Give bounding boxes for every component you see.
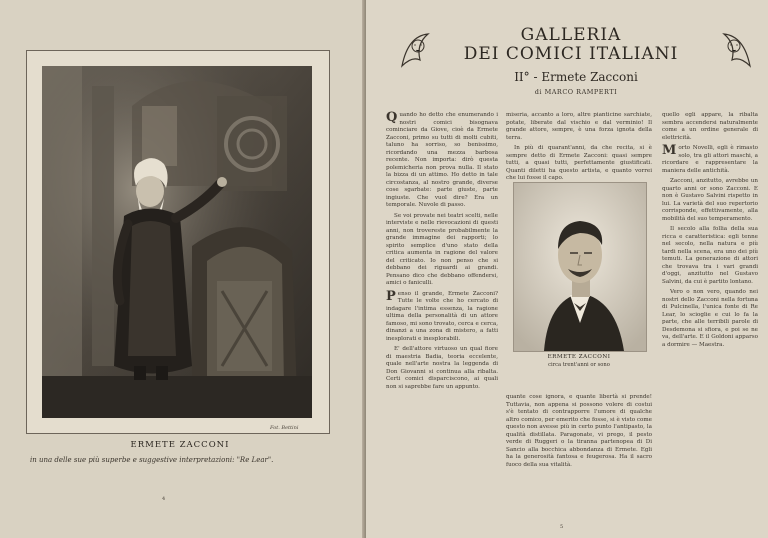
plate-subcaption: in una delle sue più superbe e suggestive interpretazioni: "Re Lear". [30,456,274,464]
column1-paragraph-3: enso il grande, Ermete Zacconi? Tutte le volte che ho cercato di indagare l'intima essenza, la ragione ultima della personalità di un attore famoso, mi sono trovato, cerca e cerca, dinanzi a una zona di mistero, a fatti inesplorati e inesplorabili. [386,290,498,342]
column3-paragraph-4: Il secolo alla follia della sua ricca e caratteristica: egli tenne nel secolo, nella natura e più tardi nella scena, era uno dei più temuti. La generazione di attori che trovava tra i vari grandi d'oggi, anzitutto nel Gustavo Salvini, da cui è partito lontano. [662,226,758,285]
dropcap-m: M [662,143,677,158]
column2-paragraph-3: quante cose ignora, e quante libertà si prende! Tuttavia, non appena si possono volere di costui s'è tentato di contrapporre l'umore di qualche altro comico, per emerito che fosse, si è visto come questo non avesse più in certo punto l'antipasto, la qualità distillata. Paragonate, vi prego, il pesto verde di Ruggeri o la tiranna partenopea di Di Sancio alla bocchica abbondanza di Ermete. Egli ha la generosità fantosa e feugerosa. Ha il sacro fuoco della sua vitalità. [506,394,652,468]
column1-paragraph-2: Se voi provate nei teatri scelti, nelle interviste e nelle rievocazioni di questi anni, non trovereste probabilmente la grande immagine dei rapporti; lo spirito semplice d'uno stato della critica aumenta in ragione del valore del criticato. Io non penso che si debbano dei riguardi ai grandi. Pensano dico che debbano offendersi, amici o faniculli. [386,212,498,286]
column3-paragraph-5: Vero o non vero, quando nei nostri dello Zacconi nella fortuna di Pulcinella, l'unica fonte di Re Lear, lo scioglie e cui lo fa la parte, che alle terribili parole di Desdemona si sfiora, e poi se ne va, dell'arte. E il Goldoni apparso a dormire — Maestra. [662,289,758,348]
left-page-number: 4 [162,496,166,502]
portrait-box [505,176,653,390]
zacconi-portrait [513,182,647,352]
zacconi-portrait-art [514,183,646,351]
column3-paragraph-3: Zacconi, anzitutto, avrebbe un quarto anni or sono Zacconi. E non è Gustavo Salvini rispetto in lui. La varietà del suo repertorio corrisponde, effettivamente, alla mobilità del suo temperamento. [662,178,758,222]
column1-paragraph-1: uando ho detto che enumerando i nostri comici bisognava cominciare da Giove, cioè da Ermete Zacconi, primo su tutti di molti cubiti, taluno ha sorriso, so benissimo, ricordando una mezza barbosa recente. Non importa: dirò questa polemicheria non prova nulla. Il stato la bizza di un attimo. Ho detto in tale circostanza, al nostro grande, diverse cose sgarbate: parte giuste, parte ingiuste. Che vuol dire? Era un temporale. Nuvole di passo. [386,112,498,208]
re-lear-photo-art [42,66,312,418]
column3-paragraph-2: orto Novelli, egli è rimasto solo, tra gli attori maschi, a ricordare e rappresentare la maniera delle antichità. [662,145,758,174]
article-column-2-top [506,112,652,181]
article-column-1 [386,112,498,522]
column3-paragraph-1: quello egli appare, la ribalta sembra accendersi naturalmente come a un ordine generale di elettricità. [662,112,758,141]
re-lear-photograph [42,66,312,418]
article-subtitle: II° - Ermete Zacconi [514,70,638,84]
article-column-3 [662,112,758,522]
masthead [386,26,756,64]
column2-paragraph-1: miseria, accanto a loro, altre pianticine sarchiate, potate, liberate dal vischio e dal verminio! Il grande attore, sempre, è una forza ignota della terra. [506,112,652,141]
right-page-number: 5 [560,524,564,530]
dropcap-q: Q [386,110,398,125]
article-column-2-bottom [506,394,652,522]
article-byline: di MARCO RAMPERTI [534,88,618,96]
dropcap-p: P [386,288,396,304]
portrait-subcaption: circa trent'anni or sono [548,362,610,368]
masthead-title-line2: DEI COMICI ITALIANI [463,44,679,64]
photo-credit: Fot. Bettini [270,425,299,431]
plate-caption: ERMETE ZACCONI [130,440,230,450]
portrait-caption: ERMETE ZACCONI [547,354,611,360]
column2-paragraph-2: In più di quarant'anni, da che recita, si è sempre detto di Ermete Zacconi: quasi sempre tutti, a quasi tutti, perfettamente giustificati. Quanti diletti ha questo artista, e quanto vorrei che lui fosse il capo. [506,145,652,181]
masthead-title-line1: GALLERIA [520,25,622,45]
column1-paragraph-4: E' dell'attore virtuoso un qual fiore di maestria Badia, teoria eccelente, quale nell'arte nostra la leggenda di Don Giovanni si continua alla ribalta. Certi comici disparciscono, ai quali non si saprebbe fare un appunto. [386,346,498,390]
